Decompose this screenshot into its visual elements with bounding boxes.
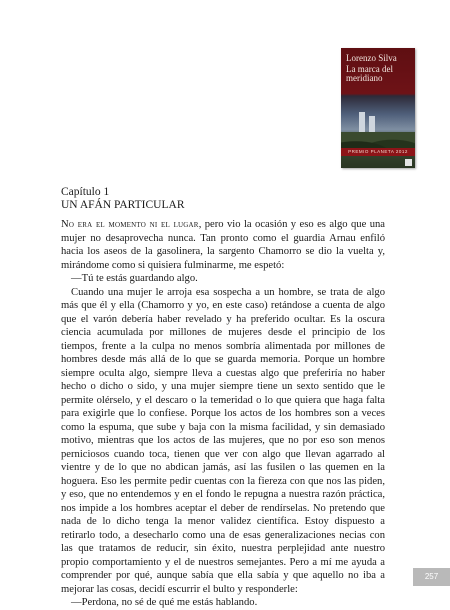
paragraph-1-rest: , pero vio la ocasión y eso es algo que una mujer no desaprovecha nunca. Tan pronto como el guardia Arnau enfiló hacia los aseos de la gasolinera, la sargento Chamorro se dio la vuelta y, mirándome como si quisiera fulminarme, me espetó: [61, 219, 385, 271]
cover-text [346, 54, 412, 84]
book-cover [341, 48, 415, 168]
chapter-title: UN AFÁN PARTICULAR [61, 199, 185, 211]
chapter-heading [61, 186, 185, 212]
paragraph-4: —Perdona, no sé de qué me estás hablando. [71, 597, 258, 608]
paragraph-1 [61, 218, 385, 272]
chapter-body [61, 218, 385, 610]
cover-author: Lorenzo Silva [346, 53, 397, 63]
cover-award-band: PREMIO PLANETA 2012 [341, 148, 415, 156]
cover-title: La marca del meridiano [346, 63, 393, 83]
paragraph-3: Cuando una mujer le arroja esa sospecha a un hombre, se trata de algo más que él y ella (Chamorro y yo, en este caso) retándose a cuenta de algo que el varón debería haber revelado y ha preferido ocultar. Es la oscura ciencia acumulada por millones de mujeres desde el principio de los tiempos, frente a la culpa no menos sombría alimentada por millones de hombres desde más allá de lo que se guarda memoria. Porque un hombre siempre oculta algo, siempre lleva a cuestas algo que preferiría no haber hecho o dicho o sido, y una mujer siempre tiene un sexto sentido que le permite olérselo, y el descaro o la temeridad o lo que quiera que haga falta para exigirle que lo confiese. Porque los actos de los hombres son a veces como la espuma, que sube y baja con la misma facilidad, y sin demasiado motivo, mientras que los actos de las mujeres, que no por eso son menos perniciosos cuando toca, tienen que ver con algo que llevan agarrado al vientre y de lo que no abdican jamás, así las fusilen o las quemen en la hoguera. Eso les permite pedir cuentas con la fiereza con que nos las piden, y eso, que no entendemos y en el fondo le repugna a nuestra razón práctica, nos impide a los hombres aceptar el deber de rendírselas. No pretendo que nada de lo dicho tenga la menor validez científica. Estoy dispuesto a retirarlo todo, a desecharlo como una de esas generalizaciones necias con las que tratamos de reducir, sin éxito, nuestra perplejidad ante nuestro propio comportamiento y el de nuestros semejantes. Pero a mí me ayuda a comprender por qué, aunque sabía que ella sabía y que aquello no iba a mejorar las cosas, decidí escurrir el bulto y responderle: [61, 286, 385, 595]
lead-smallcaps: No era el momento ni el lugar [61, 219, 199, 230]
chapter-number: Capítulo 1 [61, 186, 110, 198]
page-number: 257 [413, 568, 450, 586]
paragraph-2: —Tú te estás guardando algo. [71, 273, 198, 284]
publisher-logo-icon [405, 159, 412, 166]
